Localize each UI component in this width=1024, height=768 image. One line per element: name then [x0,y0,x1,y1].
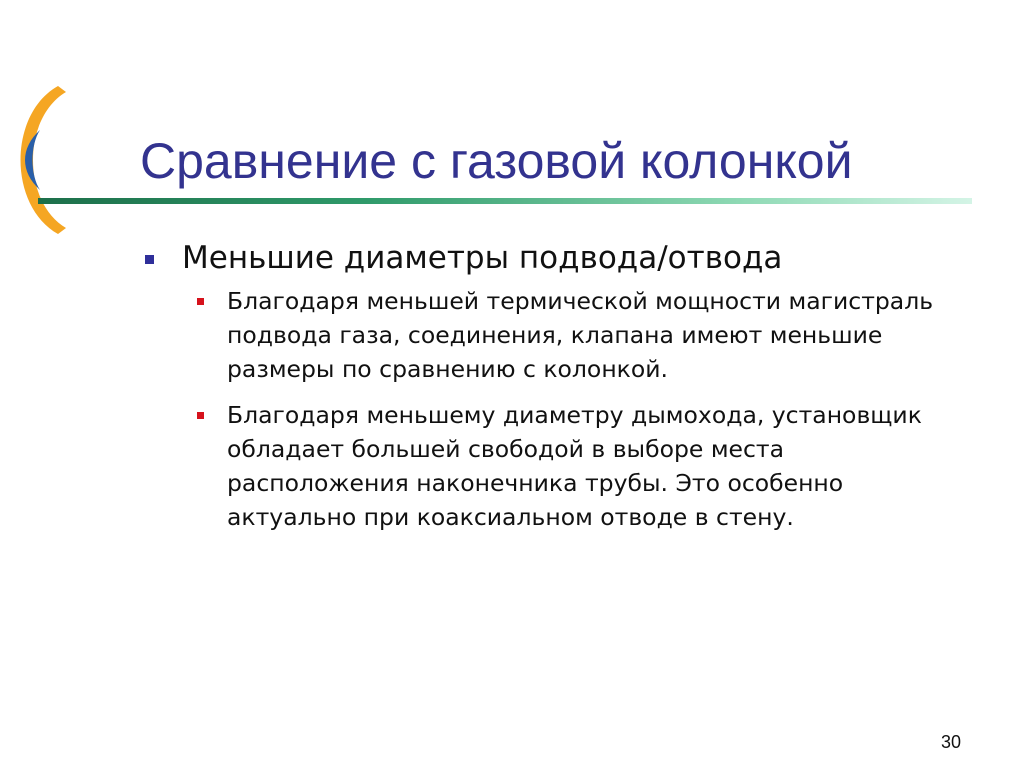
sub-bullet-line: расположения наконечника трубы. Это особенно [227,469,844,497]
sub-bullet-list [145,284,985,534]
sub-bullet-line: актуально при коаксиальном отводе в стену. [227,503,794,531]
red-square-bullet-icon [197,298,204,305]
bullet-text: Меньшие диаметры подвода/отвода [182,240,783,276]
sub-bullet-line: обладает большей свободой в выборе места [227,435,785,463]
bullet-item-level1 [145,236,985,280]
title-underline [38,198,972,204]
blue-square-bullet-icon [145,255,154,264]
title-arc-decoration [0,0,90,240]
page-number: 30 [941,732,962,752]
red-square-bullet-icon [197,412,204,419]
sub-bullet-line: Благодаря меньшему диаметру дымохода, установщик [227,401,922,429]
sub-bullet-line: Благодаря меньшей термической мощности магистраль [227,287,934,315]
slide-title: Сравнение с газовой колонкой [140,133,853,189]
sub-bullet-item [195,284,967,386]
slide-content [145,236,985,546]
sub-bullet-line: размеры по сравнению с колонкой. [227,355,668,383]
sub-bullet-item [195,398,967,534]
sub-bullet-line: подвода газа, соединения, клапана имеют меньшие [227,321,883,349]
